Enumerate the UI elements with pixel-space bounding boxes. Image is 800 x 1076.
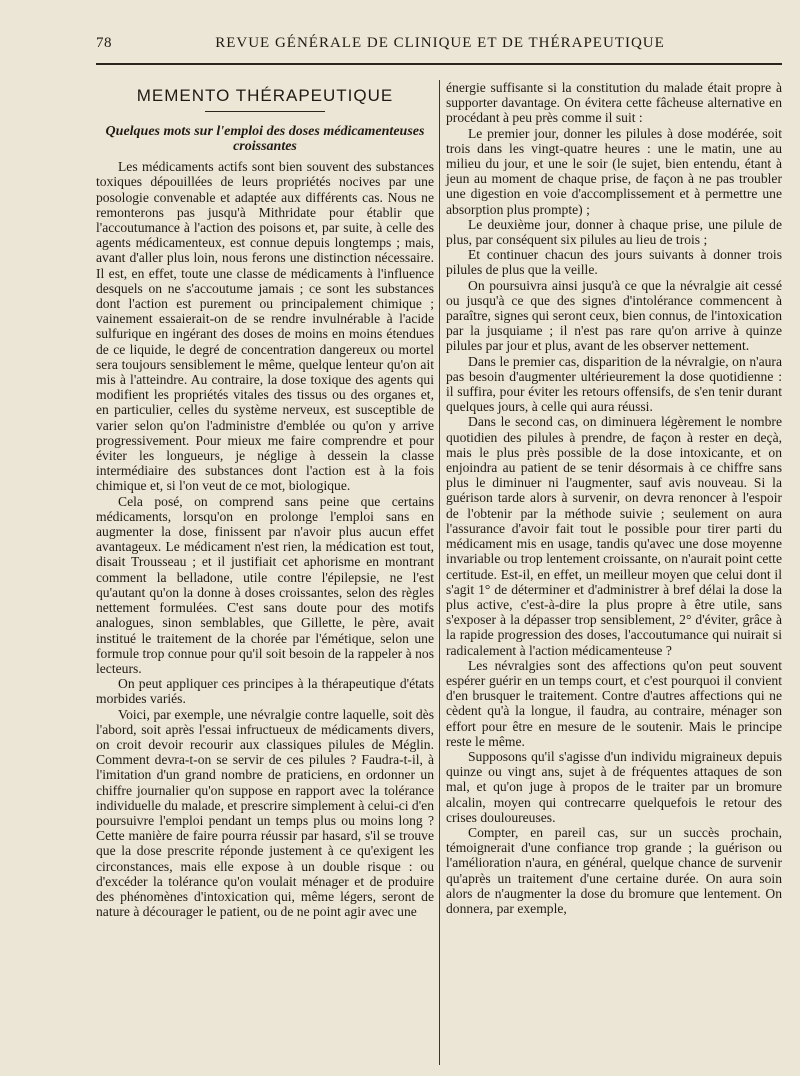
paragraph: Le deuxième jour, donner à chaque prise, une pilule de plus, par conséquent six pilules au lieu de trois ;	[446, 216, 782, 248]
paragraph: Cela posé, on comprend sans peine que certains médicaments, lorsqu'on en prolonge l'emploi sans en augmenter la dose, finissent par n'avoir plus aucun effet avantageux. Le médicament n'est rien, la médication est tout, disait Trousseau ; et il justifiait cet aphorisme en montrant comment la belladone, utile contre l'épilepsie, ne l'est qu'autant qu'on la donne à doses croissantes, selon des règles nettement formulées. C'est sans doute pour des motifs analogues, sinon semblables, que Gillette, le père, avait institué le traitement de la chorée par l'émétique, selon une formule trop connue pour qu'il soit besoin de la rappeler à nos lecteurs.	[96, 493, 434, 676]
right-column	[446, 80, 782, 916]
page-number: 78	[96, 35, 112, 51]
paragraph: On peut appliquer ces principes à la thérapeutique d'états morbides variés.	[96, 676, 434, 707]
paragraph: Dans le second cas, on diminuera légèrement le nombre quotidien des pilules à prendre, de façon à rester en deçà, mais le plus près possible de la dose intoxicante, et on enjoindra au patient de se tenir désormais à ce chiffre sans plus le diminuer ni l'augmenter, sauf avis nouveau. Si la guérison tarde alors à survenir, on devra renoncer à l'espoir de l'obtenir par la méthode suivie ; seulement on aura l'assurance d'avoir fait tout le possible pour tirer parti du médicament mis en usage, tandis qu'avec une dose moyenne invariable ou trop lentement croissante, on n'aurait point cette certitude. Est-il, en effet, un meilleur moyen que celui dont il s'agit 1° de déterminer et d'administrer à bref délai la dose la plus active, c'est-à-dire la plus propre à être utile, sans s'exposer à la dépasser trop sensiblement, 2° d'éviter, grâce à la rapide progression des doses, l'accoutumance qui nuirait si radicalement à l'action médicamenteuse ?	[446, 414, 782, 658]
paragraph: Voici, par exemple, une névralgie contre laquelle, soit dès l'abord, soit après l'essai infructueux de médicaments divers, on croit devoir recourir aux classiques pilules de Méglin. Comment devra-t-on se servir de ces pilules ? Faudra-t-il, à l'imitation d'un grand nombre de praticiens, en ordonner un chiffre journalier qu'on suppose en rapport avec la tolérance individuelle du malade, et prescrire simplement à celui-ci d'en poursuivre l'emploi pendant un temps plus ou moins long ? Cette manière de faire pourra réussir par hasard, s'il se trouve que la dose prescrite réponde justement à ce qu'exigent les circonstances, mais elle expose à un double risque : ou d'excéder la tolérance qu'on voulait ménager et de produire des phénomènes d'intoxication qui, même légers, seront de nature à décourager le patient, ou de ne point agir avec une	[96, 706, 435, 920]
left-column	[96, 80, 434, 919]
running-head: REVUE GÉNÉRALE DE CLINIQUE ET DE THÉRAPEUTIQUE	[215, 35, 665, 51]
paragraph: Supposons qu'il s'agisse d'un individu migraineux depuis quinze ou vingt ans, sujet à de fréquentes attaques de son mal, et qu'on juge à propos de le traiter par un bromure alcalin, moyen qui contrecarre quelquefois le retour des crises douloureuses.	[446, 748, 782, 825]
paragraph: Dans le premier cas, disparition de la névralgie, on n'aura pas besoin d'augmenter ultérieurement la dose quotidienne : il suffira, pour éviter les retours offensifs, de s'en tenir durant quelques jours, à celle qui aura réussi.	[446, 353, 782, 415]
paragraph: Compter, en pareil cas, sur un succès prochain, témoignerait d'une confiance trop grande ; la guérison ou l'amélioration n'aura, en général, quelque chance de survenir qu'après un traitement d'une certaine durée. On aura soin alors de n'augmenter la dose du bromure que lentement. On donnera, par exemple,	[446, 824, 782, 916]
article-title: Quelques mots sur l'emploi des doses médicamenteuses croissantes	[105, 124, 425, 155]
title-rule	[205, 111, 325, 112]
paragraph: Les névralgies sont des affections qu'on peut souvent espérer guérir en un temps court, et c'est pourquoi il convient d'en brusquer le traitement. Contre d'autres affections qui ne cèdent qu'à la longue, il faudra, au contraire, ménager son effort pour être en mesure de le soutenir. Mais le principe reste le même.	[446, 657, 782, 749]
paragraph: On poursuivra ainsi jusqu'à ce que la névralgie ait cessé ou jusqu'à ce que des signes d'intolérance commencent à paraître, signes qui seront ceux, bien connus, de l'intoxication par la jusquiame ; il n'est pas rare qu'on arrive à quinze pilules par jour et plus, avant de les observer nettement.	[446, 277, 782, 354]
paragraph: Et continuer chacun des jours suivants à donner trois pilules de plus que la veille.	[446, 247, 782, 278]
paragraph: Les médicaments actifs sont bien souvent des substances toxiques dépouillées de leurs propriétés nocives par une posologie convenable et adaptée aux différents cas. Nous ne remonterons pas jusqu'à Mithridate pour établir que l'accoutumance à l'action des poisons et, par suite, à celle des agents médicamenteux, est connue depuis longtemps ; mais, avant d'aller plus loin, nous ferons une distinction nécessaire. Il est, en effet, toute une classe de médicaments à l'influence desquels on ne s'accoutume jamais ; ce sont les substances dont l'action est purement ou principalement chimique ; vainement essaierait-on de se rendre invulnérable à l'acide sulfurique en ingérant des doses de moins en moins étendues de ce liquide, le degré de concentration dangereux ou mortel sera toujours sensiblement le même, quelque lenteur qu'on ait mis à l'atteindre. Au contraire, la dose toxique des agents qui modifient les propriétés vitales des tissus ou des organes et, en particulier, celles du système nerveux, est susceptible de varier selon qu'on l'administre d'emblée ou qu'on y arrive progressivement. Pour mieux me faire comprendre et pour éviter les longueurs, je néglige à dessein la classe intermédiaire des substances dont l'action est à la fois chimique et, si l'on veut de ce mot, biologique.	[96, 159, 434, 494]
paragraph: énergie suffisante si la constitution du malade était propre à supporter davantage. On évitera cette fâcheuse alternative en procédant à peu près comme il suit :	[446, 80, 782, 126]
paragraph: Le premier jour, donner les pilules à dose modérée, soit trois dans les vingt-quatre heures : une le matin, une au milieu du jour, et une le soir (le sujet, bien entendu, étant à jeun au moment de chaque prise, de façon à ne pas troubler une digestion en voie d'accomplissement et à permettre une absorption plus prompte) ;	[446, 125, 782, 217]
section-title: MEMENTO THÉRAPEUTIQUE	[136, 86, 394, 105]
header-rule	[96, 63, 782, 65]
column-divider	[439, 80, 440, 1065]
